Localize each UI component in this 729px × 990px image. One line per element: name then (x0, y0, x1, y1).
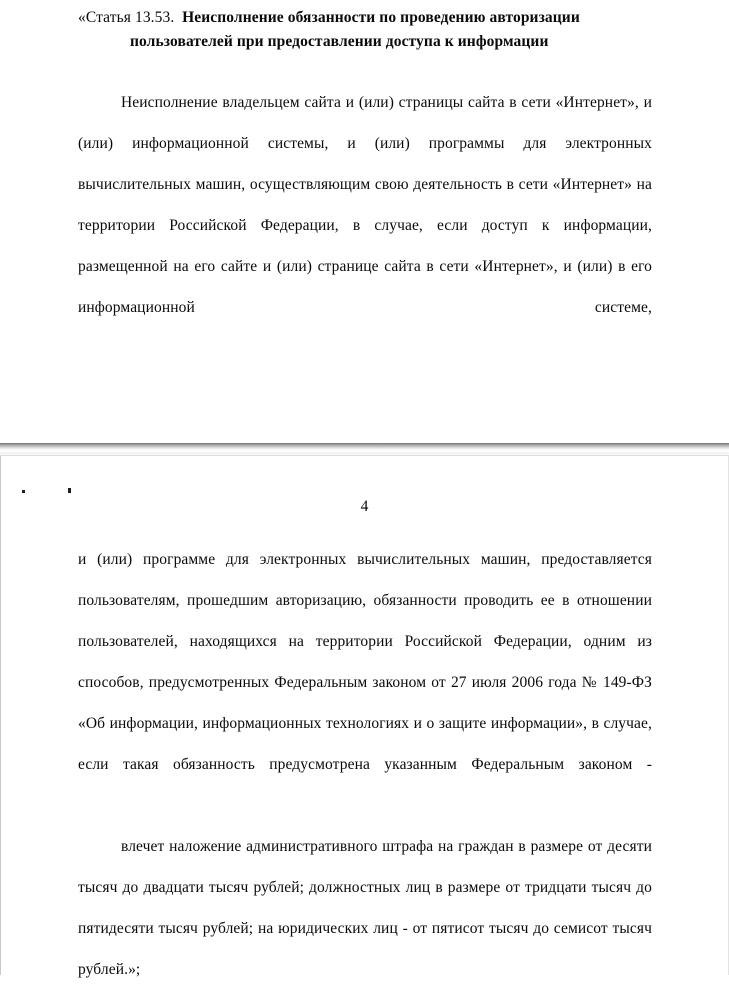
article-body-paragraph-part-1: Неисполнение владельцем сайта и (или) страницы сайта в сети «Интернет», и (или) информационной системы, и (или) программы для электронных вычислительных машин, осуществляющим свою деятельность в сети «Интернет» на территории Российской Федерации, в случае, если доступ к информации, размещенной на его сайте и (или) странице сайта в сети «Интернет», и (или) в его информационной системе, (78, 94, 652, 316)
article-title-text: Неисполнение обязанности по проведению авторизации пользователей при предоставлении доступа к информации (130, 9, 580, 50)
article-number-label: «Статья 13.53. (78, 9, 175, 26)
article-body-paragraph-part-2: и (или) программе для электронных вычислительных машин, предоставляется пользователям, прошедшим авторизацию, обязанности проводить ее в отношении пользователей, находящихся на территории Российской Федерации, одним из способов, предусмотренных Федеральным законом от 27 июля 2006 года № 149-ФЗ «Об информации, информационных технологиях и о защите информации», в случае, если такая обязанность предусмотрена указанным Федеральным законом - (78, 551, 652, 773)
document-page-1 (0, 0, 729, 443)
page-number: 4 (360, 498, 369, 515)
penalty-paragraph: влечет наложение административного штрафа на граждан в размере от десяти тысяч до двадцати тысяч рублей; должностных лиц в размере от тридцати тысяч до пятидесяти тысяч рублей; на юридических лиц - от пятисот тысяч до семисот тысяч рублей.»; (78, 838, 652, 978)
scan-artifact-speck (22, 490, 25, 493)
scan-artifact-speck (68, 488, 71, 493)
page-separator (0, 443, 729, 455)
article-heading (78, 6, 652, 53)
